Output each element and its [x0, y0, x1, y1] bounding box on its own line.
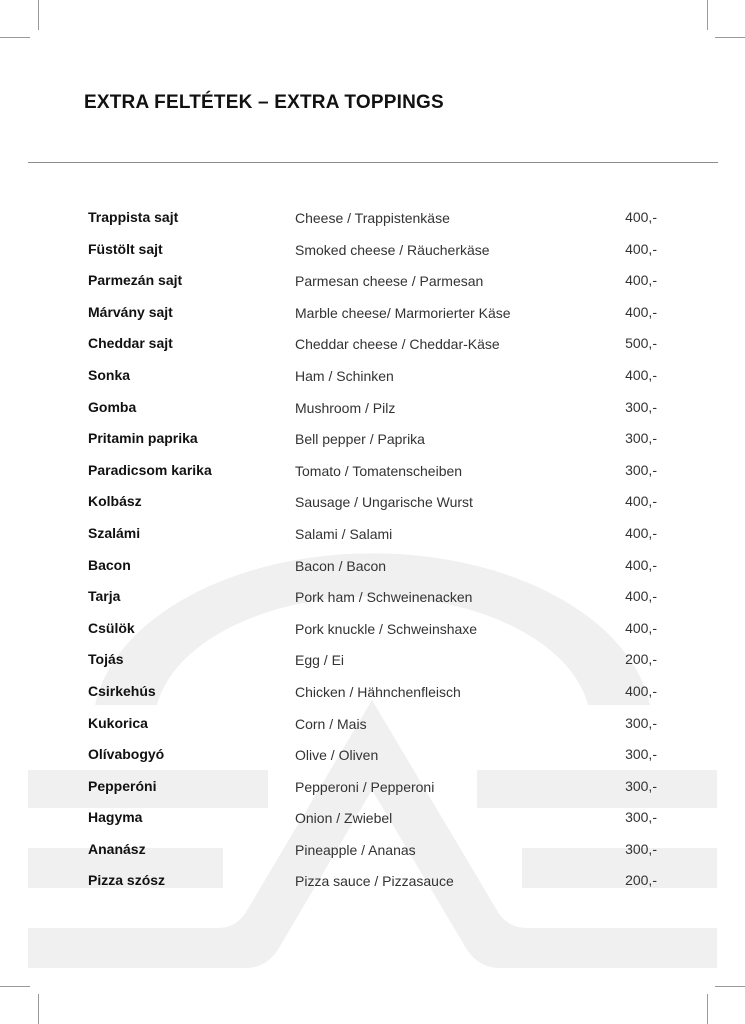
- list-item: [0, 203, 745, 235]
- item-translation: Ham / Schinken: [295, 367, 394, 384]
- item-price: 300,-: [625, 430, 657, 447]
- list-item: [0, 424, 745, 456]
- list-item: [0, 235, 745, 267]
- item-price: 400,-: [625, 524, 657, 541]
- list-item: [0, 803, 745, 835]
- list-item: [0, 740, 745, 772]
- list-item: [0, 866, 745, 898]
- item-price: 400,-: [625, 303, 657, 320]
- item-translation: Corn / Mais: [295, 715, 367, 732]
- item-price: 400,-: [625, 556, 657, 573]
- item-price: 300,-: [625, 840, 657, 857]
- item-translation: Pork knuckle / Schweinshaxe: [295, 620, 478, 637]
- item-price: 400,-: [625, 366, 657, 383]
- list-item: [0, 835, 745, 867]
- list-item: [0, 772, 745, 804]
- item-price: 400,-: [625, 240, 657, 257]
- list-item: [0, 551, 745, 583]
- item-name: Parmezán sajt: [88, 272, 183, 289]
- item-price: 500,-: [625, 335, 657, 352]
- item-price: 400,-: [625, 493, 657, 510]
- item-name: Tojás: [88, 651, 124, 668]
- item-name: Csirkehús: [88, 682, 156, 699]
- item-price: 300,-: [625, 461, 657, 478]
- item-name: Gomba: [88, 398, 137, 415]
- item-name: Olívabogyó: [88, 746, 165, 763]
- item-translation: Cheddar cheese / Cheddar-Käse: [295, 336, 500, 353]
- item-name: Sonka: [88, 366, 131, 383]
- item-price: 300,-: [625, 746, 657, 763]
- list-item: [0, 519, 745, 551]
- page-title: EXTRA FELTÉTEK – EXTRA TOPPINGS: [84, 92, 444, 113]
- list-item: [0, 709, 745, 741]
- item-name: Pepperóni: [88, 777, 157, 794]
- item-name: Paradicsom karika: [88, 461, 212, 478]
- item-price: 300,-: [625, 714, 657, 731]
- item-name: Bacon: [88, 556, 131, 573]
- item-name: Hagyma: [88, 809, 143, 826]
- item-name: Csülök: [88, 619, 135, 636]
- list-item: [0, 393, 745, 425]
- item-price: 300,-: [625, 777, 657, 794]
- item-translation: Egg / Ei: [295, 652, 345, 669]
- item-name: Ananász: [88, 840, 146, 857]
- item-name: Cheddar sajt: [88, 335, 173, 352]
- item-price: 200,-: [625, 872, 657, 889]
- item-name: Pritamin paprika: [88, 430, 198, 447]
- item-translation: Parmesan cheese / Parmesan: [295, 273, 484, 290]
- item-translation: Marble cheese/ Marmorierter Käse: [295, 304, 511, 321]
- item-price: 400,-: [625, 619, 657, 636]
- item-translation: Pineapple / Ananas: [295, 841, 416, 858]
- item-translation: Bell pepper / Paprika: [295, 431, 425, 448]
- item-name: Márvány sajt: [88, 303, 173, 320]
- item-name: Tarja: [88, 588, 121, 605]
- list-item: [0, 614, 745, 646]
- item-name: Pizza szósz: [88, 872, 166, 889]
- item-name: Trappista sajt: [88, 209, 179, 225]
- item-price: 200,-: [625, 651, 657, 668]
- item-translation: Smoked cheese / Räucherkäse: [295, 241, 490, 258]
- list-item: [0, 645, 745, 677]
- item-price: 300,-: [625, 398, 657, 415]
- item-translation: Salami / Salami: [295, 525, 393, 542]
- item-translation: Chicken / Hähnchenfleisch: [295, 683, 461, 700]
- toppings-list: [0, 203, 745, 898]
- item-price: 300,-: [625, 809, 657, 826]
- item-translation: Sausage / Ungarische Wurst: [295, 494, 473, 511]
- item-translation: Mushroom / Pilz: [295, 399, 396, 416]
- item-price: 400,-: [625, 272, 657, 289]
- item-translation: Olive / Oliven: [295, 747, 379, 764]
- item-translation: Onion / Zwiebel: [295, 810, 393, 827]
- list-item: [0, 456, 745, 488]
- list-item: [0, 677, 745, 709]
- list-item: [0, 266, 745, 298]
- item-name: Füstölt sajt: [88, 240, 163, 257]
- item-translation: Tomato / Tomatenscheiben: [295, 462, 463, 479]
- list-item: [0, 298, 745, 330]
- list-item: [0, 361, 745, 393]
- list-item: [0, 329, 745, 361]
- item-price: 400,-: [625, 682, 657, 699]
- list-item: [0, 582, 745, 614]
- item-translation: Pork ham / Schweinenacken: [295, 589, 473, 606]
- item-translation: Pepperoni / Pepperoni: [295, 778, 435, 795]
- item-price: 400,-: [625, 588, 657, 605]
- list-item: [0, 487, 745, 519]
- item-name: Kukorica: [88, 714, 148, 731]
- item-name: Szalámi: [88, 524, 141, 541]
- divider: [28, 162, 718, 163]
- item-translation: Pizza sauce / Pizzasauce: [295, 873, 454, 890]
- item-name: Kolbász: [88, 493, 142, 510]
- item-translation: Cheese / Trappistenkäse: [295, 210, 450, 226]
- item-translation: Bacon / Bacon: [295, 557, 387, 574]
- item-price: 400,-: [625, 209, 657, 225]
